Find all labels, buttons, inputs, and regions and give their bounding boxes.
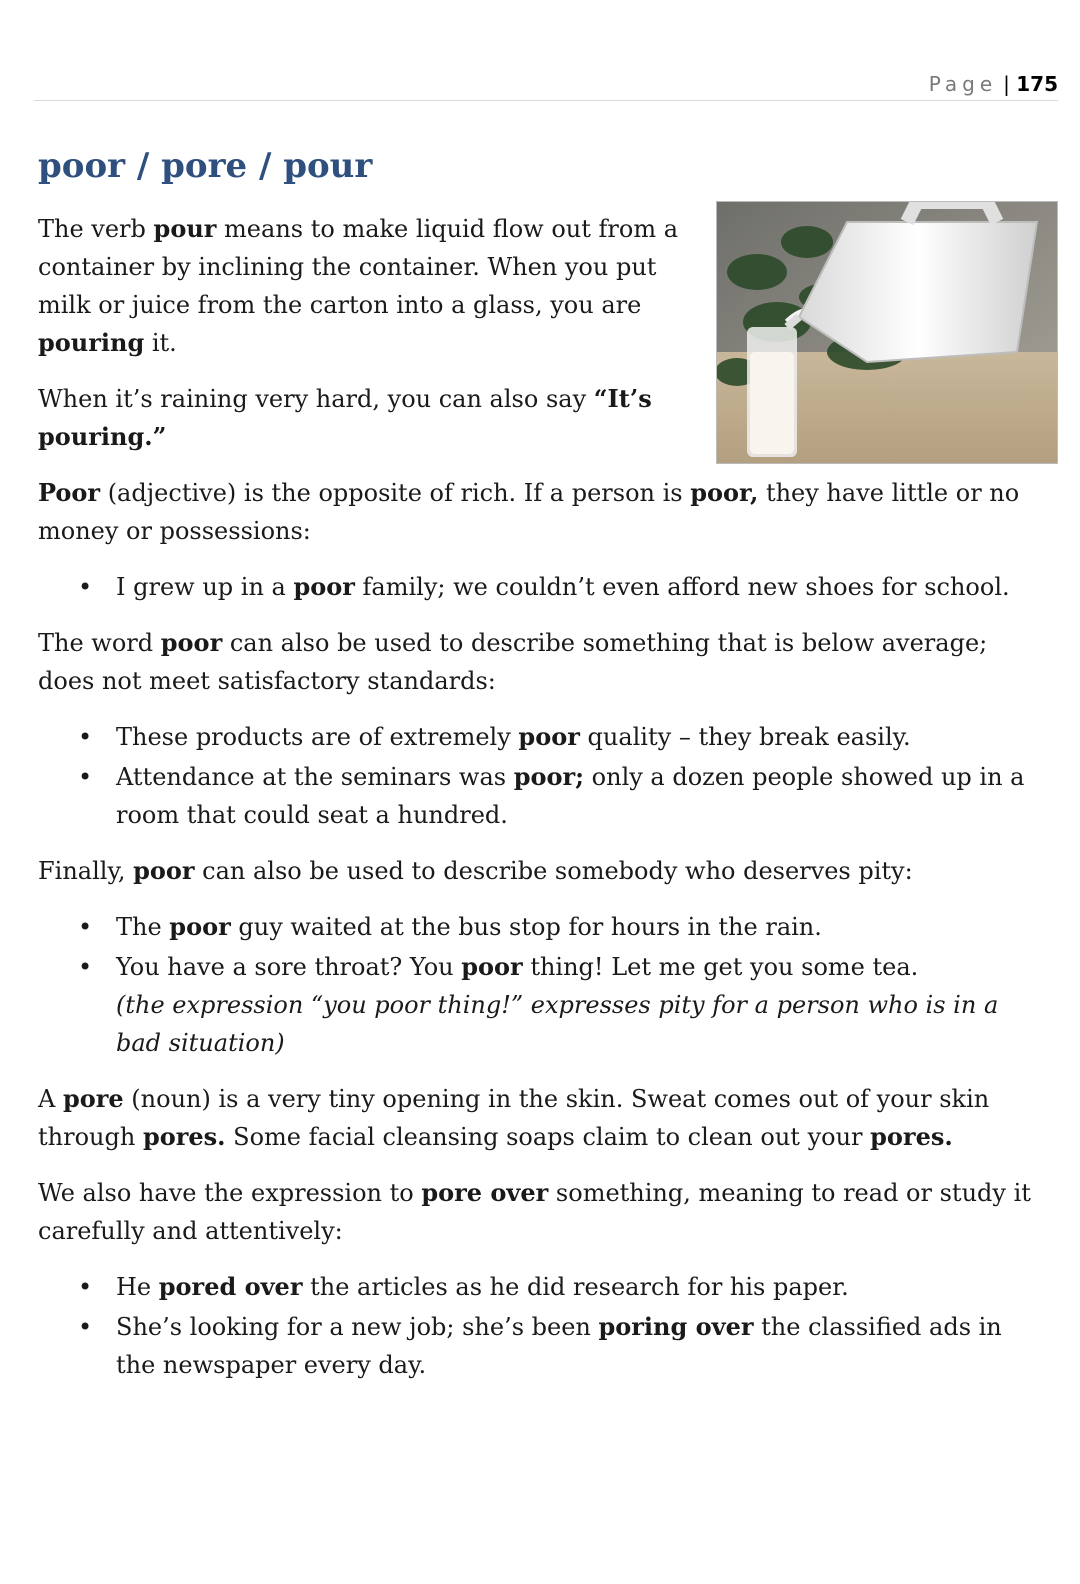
list-item xyxy=(116,718,1038,756)
text: He xyxy=(116,1273,159,1301)
list-item xyxy=(116,758,1038,834)
bold-term: poor, xyxy=(690,478,759,507)
paragraph-pouring-rain xyxy=(38,380,688,456)
text: can also be used to describe something that is below average; does not meet satisfactory standards: xyxy=(38,629,988,695)
text: something, meaning to read or study it carefully and attentively: xyxy=(38,1179,1031,1245)
page-word: Page xyxy=(928,72,998,96)
paragraph-pour-definition xyxy=(38,210,688,362)
bold-term: poor xyxy=(169,912,231,941)
text: We also have the expression to xyxy=(38,1179,422,1207)
example-list-poor-pity xyxy=(38,908,1038,1062)
text: When it’s raining very hard, you can also say xyxy=(38,385,594,413)
paragraph-pore-definition xyxy=(38,1080,1038,1156)
article-body xyxy=(38,210,1038,1402)
bold-term: poor xyxy=(461,952,523,981)
bold-term: poor xyxy=(518,722,580,751)
text: they have little or no money or possessions: xyxy=(38,479,1020,545)
example-list-pore-over xyxy=(38,1268,1038,1384)
paragraph-poor-below-average xyxy=(38,624,1038,700)
text: Attendance at the seminars was xyxy=(116,763,514,791)
text: guy waited at the bus stop for hours in the rain. xyxy=(230,913,822,941)
text: You have a sore throat? You xyxy=(116,953,462,981)
page-header xyxy=(34,70,1058,101)
paragraph-poor-definition xyxy=(38,474,1038,550)
list-item xyxy=(116,908,1038,946)
text: the classified ads in the newspaper every day. xyxy=(116,1313,1002,1379)
bold-term: pores. xyxy=(142,1122,226,1151)
paragraph-poor-pity xyxy=(38,852,1038,890)
text: I grew up in a xyxy=(116,573,294,601)
text: Some facial cleansing soaps claim to clean out your xyxy=(225,1123,871,1151)
text: the articles as he did research for his paper. xyxy=(302,1273,849,1301)
text: means to make liquid flow out from a container by inclining the container. When you put milk or juice from the carton into a glass, you are xyxy=(38,215,679,319)
bold-term: poring over xyxy=(598,1312,754,1341)
bold-term: poor xyxy=(133,856,195,885)
italic-note: (the expression “you poor thing!” expresses pity for a person who is in a bad situation) xyxy=(116,991,999,1057)
bold-term: poor xyxy=(293,572,355,601)
text: A xyxy=(38,1085,63,1113)
page-number-label xyxy=(929,72,1058,96)
text: The verb xyxy=(38,215,154,243)
bold-term: “It’s pouring.” xyxy=(38,384,652,451)
bold-term: poor xyxy=(160,628,223,657)
text: The xyxy=(116,913,170,941)
text: can also be used to describe somebody who deserves pity: xyxy=(194,857,913,885)
bold-term: poor; xyxy=(513,762,585,791)
list-item xyxy=(116,1268,1038,1306)
bold-term: Poor xyxy=(38,478,101,507)
text: thing! Let me get you some tea. xyxy=(522,953,919,981)
page-separator: | xyxy=(1003,72,1017,96)
bold-term: pores. xyxy=(870,1122,953,1151)
text: She’s looking for a new job; she’s been xyxy=(116,1313,599,1341)
list-item xyxy=(116,568,1038,606)
bold-term: pour xyxy=(153,214,217,243)
text: only a dozen people showed up in a room that could seat a hundred. xyxy=(116,763,1025,829)
bold-term: pore xyxy=(62,1084,124,1113)
text: it. xyxy=(144,329,177,357)
text: The word xyxy=(38,629,161,657)
page-number: 175 xyxy=(1016,72,1058,96)
text: Finally, xyxy=(38,857,134,885)
example-list-poor-money xyxy=(38,568,1038,606)
paragraph-pore-over xyxy=(38,1174,1038,1250)
text: These products are of extremely xyxy=(116,723,519,751)
page-title: poor / pore / pour xyxy=(38,146,373,186)
text: (adjective) is the opposite of rich. If a person is xyxy=(100,479,691,507)
text: (noun) is a very tiny opening in the skin. Sweat comes out of your skin through xyxy=(38,1085,990,1151)
example-list-poor-quality xyxy=(38,718,1038,834)
text: quality – they break easily. xyxy=(579,723,911,751)
text: family; we couldn’t even afford new shoes for school. xyxy=(354,573,1010,601)
bold-term: pouring xyxy=(38,328,145,357)
list-item xyxy=(116,948,1038,1062)
list-item xyxy=(116,1308,1038,1384)
bold-term: pored over xyxy=(158,1272,303,1301)
bold-term: pore over xyxy=(421,1178,549,1207)
